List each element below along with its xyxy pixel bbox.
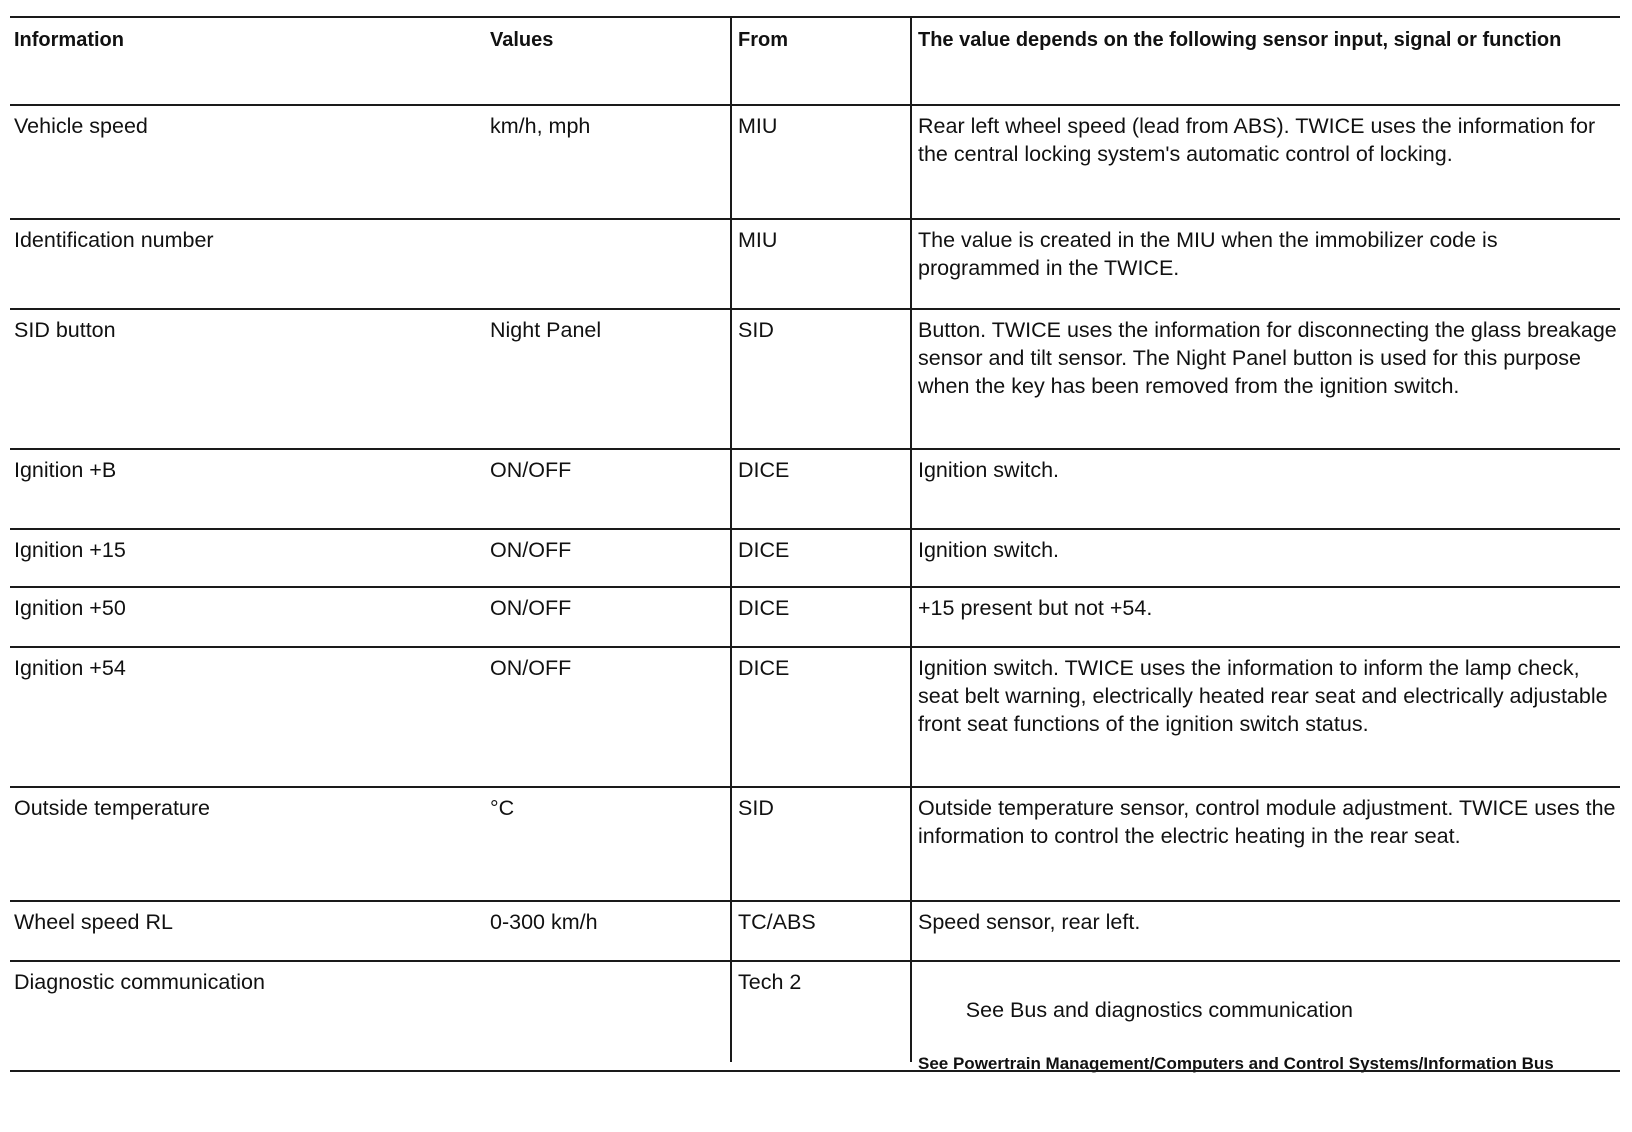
cell-from: DICE bbox=[730, 648, 920, 786]
cell-depends: +15 present but not +54. bbox=[910, 588, 1620, 646]
cell-depends: The value is created in the MIU when the immobilizer code is programmed in the TWICE. bbox=[910, 220, 1620, 308]
cell-information: SID button bbox=[14, 318, 116, 342]
header-from: From bbox=[730, 18, 920, 104]
cell-values: ON/OFF bbox=[490, 458, 572, 482]
cell-depends: Rear left wheel speed (lead from ABS). TWICE uses the information for the central locking system's automatic control of locking. bbox=[910, 106, 1620, 218]
cell-depends: Ignition switch. bbox=[910, 450, 1620, 528]
cell-depends: Button. TWICE uses the information for disconnecting the glass breakage sensor and tilt sensor. The Night Panel button is used for this purpose when the key has been removed from the ignition switch. bbox=[910, 310, 1620, 448]
cell-depends bbox=[910, 962, 1620, 1073]
cell-information: Ignition +15 bbox=[14, 538, 126, 562]
cell-information: Identification number bbox=[14, 228, 214, 252]
table-row bbox=[10, 218, 1620, 308]
cell-from: SID bbox=[730, 788, 920, 900]
cell-values bbox=[490, 220, 730, 308]
cell-values: 0-300 km/h bbox=[490, 910, 598, 934]
table-header-row bbox=[10, 16, 1620, 104]
cell-from: MIU bbox=[730, 220, 920, 308]
cell-values: Night Panel bbox=[490, 318, 602, 342]
cell-information: Ignition +54 bbox=[14, 656, 126, 680]
table-row bbox=[10, 104, 1620, 218]
cell-from: TC/ABS bbox=[730, 902, 920, 960]
table-row bbox=[10, 528, 1620, 586]
cell-values: ON/OFF bbox=[490, 656, 572, 680]
cell-values: ON/OFF bbox=[490, 596, 572, 620]
cell-from: DICE bbox=[730, 530, 920, 586]
cell-from: DICE bbox=[730, 588, 920, 646]
cell-values: °C bbox=[490, 796, 515, 820]
table-row bbox=[10, 900, 1620, 960]
header-values: Values bbox=[490, 29, 554, 51]
cell-from: MIU bbox=[730, 106, 920, 218]
table-row bbox=[10, 308, 1623, 448]
cell-depends: Ignition switch. TWICE uses the information to inform the lamp check, seat belt warning, electrically heated rear seat and electrically adjustable front seat functions of the ignition switch status. bbox=[910, 648, 1620, 786]
cell-values bbox=[490, 962, 730, 1062]
table-row bbox=[10, 448, 1620, 528]
cell-values: km/h, mph bbox=[490, 114, 591, 138]
table-row bbox=[10, 586, 1620, 646]
cell-from: DICE bbox=[730, 450, 920, 528]
cell-information: Wheel speed RL bbox=[14, 910, 173, 934]
document-page bbox=[10, 12, 1623, 1130]
cell-information: Outside temperature bbox=[14, 796, 210, 820]
cell-depends-main: See Bus and diagnostics communication bbox=[965, 998, 1354, 1022]
cell-information: Vehicle speed bbox=[14, 114, 148, 138]
cell-values: ON/OFF bbox=[490, 538, 572, 562]
cell-depends: Speed sensor, rear left. bbox=[910, 902, 1620, 960]
table-row bbox=[10, 786, 1620, 900]
cell-depends-note: See Powertrain Management/Computers and Control Systems/Information Bus bbox=[918, 1054, 1554, 1073]
cell-information: Diagnostic communication bbox=[14, 970, 265, 994]
cell-information: Ignition +B bbox=[14, 458, 117, 482]
cell-information: Ignition +50 bbox=[14, 596, 126, 620]
cell-from: Tech 2 bbox=[730, 962, 920, 1062]
table-row bbox=[10, 960, 1620, 1073]
header-depends: The value depends on the following sensor input, signal or function bbox=[910, 18, 1620, 104]
cell-from: SID bbox=[730, 310, 920, 448]
header-information: Information bbox=[14, 29, 124, 51]
cell-depends: Ignition switch. bbox=[910, 530, 1620, 586]
table-row bbox=[10, 646, 1620, 786]
cell-depends: Outside temperature sensor, control module adjustment. TWICE uses the information to control the electric heating in the rear seat. bbox=[910, 788, 1620, 900]
table-bottom-rule bbox=[10, 1070, 1620, 1072]
